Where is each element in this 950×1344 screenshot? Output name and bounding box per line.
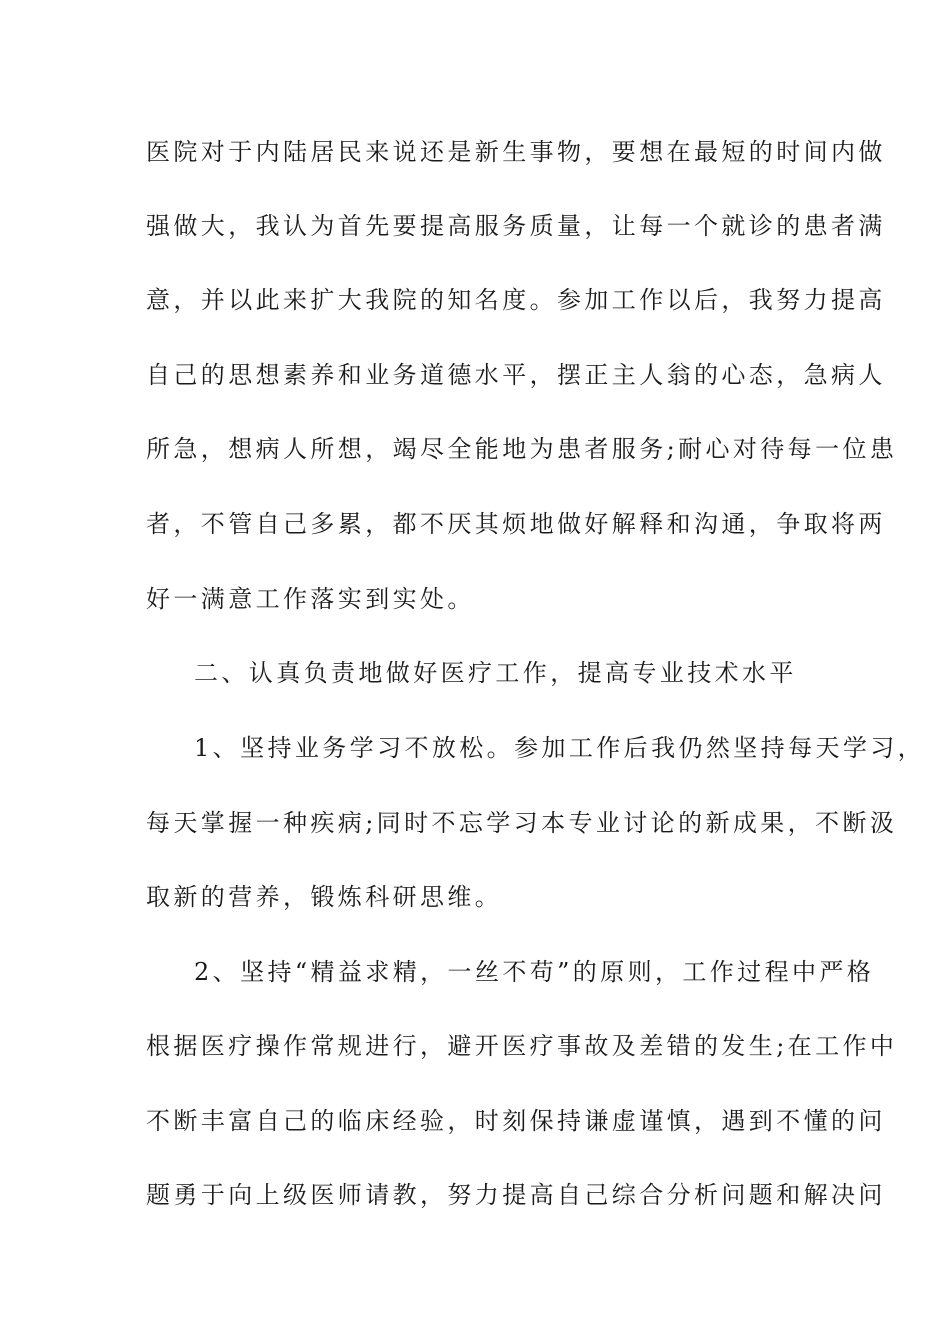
text-line: 1、坚持业务学习不放松。参加工作后我仍然坚持每天学习， (194, 734, 926, 762)
section-heading: 二、认真负责地做好医疗工作，提高专业技术水平 (194, 659, 797, 687)
text-line: 取新的营养，锻炼科研思维。 (146, 883, 503, 911)
text-line: 自己的思想素养和业务道德水平，摆正主人翁的心态，急病人 (146, 361, 886, 389)
text-line: 根据医疗操作常规进行，避开医疗事故及差错的发生;在工作中 (146, 1032, 898, 1060)
text-line: 每天掌握一种疾病;同时不忘学习本专业讨论的新成果，不断汲 (146, 809, 898, 837)
text-line: 题勇于向上级医师请教，努力提高自己综合分析问题和解决问 (146, 1181, 886, 1209)
text-line: 者，不管自己多累，都不厌其烦地做好解释和沟通，争取将两 (146, 510, 886, 538)
text-line: 医院对于内陆居民来说还是新生事物，要想在最短的时间内做 (146, 138, 886, 166)
text-line: 2、坚持“精益求精，一丝不苟”的原则，工作过程中严格 (194, 958, 875, 986)
text-line: 意，并以此来扩大我院的知名度。参加工作以后，我努力提高 (146, 286, 886, 314)
text-line: 好一满意工作落实到实处。 (146, 585, 475, 613)
text-line: 不断丰富自己的临床经验，时刻保持谦虚谨慎，遇到不懂的问 (146, 1107, 886, 1135)
text-line: 所急，想病人所想，竭尽全能地为患者服务;耐心对待每一位患 (146, 435, 898, 463)
text-line: 强做大，我认为首先要提高服务质量，让每一个就诊的患者满 (146, 212, 886, 240)
